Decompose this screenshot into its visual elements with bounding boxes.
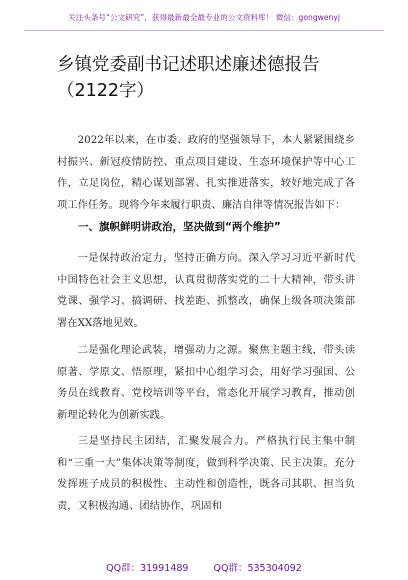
section-heading-1: 一、旗帜鲜明讲政治，坚决做到“两个维护” xyxy=(78,221,281,233)
paragraph-2: 二是强化理论武装，增强动力之源。聚焦主题主线，带头读原著、学原文、悟原理，紧扣中心组学习会，用好学习强国、公务员在线教育、党校培训等平台，常态化开展学习教育，推动创新理论转化为创新实践。 xyxy=(57,344,355,421)
intro-paragraph: 2022年以来，在市委、政府的坚强领导下，本人紧紧围绕乡村振兴、新冠疫情防控、重点项目建设、生态环境保护等中心工作，立足岗位，精心谋划部署、扎实推进落实，较好地完成了各项工作任务。现将今年来履行职责、廉洁自律等情况报告如下： xyxy=(57,134,355,211)
document-title: 乡镇党委副书记述职述廉述德报告（2122字） xyxy=(57,55,320,101)
footer-contact xyxy=(0,560,408,574)
header-notice: 关注头条号“公文研究”，获得最新最全最专业的公文资料库！ 微信：gongwenyj xyxy=(68,13,340,22)
paragraph-1: 一是保持政治定力，坚持正确方向。深入学习习近平新时代中国特色社会主义思想，认真贯彻落实党的二十大精神，带头讲党课、强学习、搞调研、找差距、抓整改，确保上级各项决策部署在XX落地见效。 xyxy=(57,252,355,329)
header-divider xyxy=(24,30,384,31)
footer-qq-group-2: QQ群：535304092 xyxy=(213,563,302,574)
paragraph-3: 三是坚持民主团结，汇聚发展合力。严格执行民主集中制和“三重一大”集体决策等制度，做到科学决策、民主决策。充分发挥班子成员的积极性、主动性和创造性，既各司其职、担当负责，又积极沟通、团结协作，巩固和 xyxy=(57,435,355,512)
footer-qq-group-1: QQ群：31991489 xyxy=(106,563,189,574)
